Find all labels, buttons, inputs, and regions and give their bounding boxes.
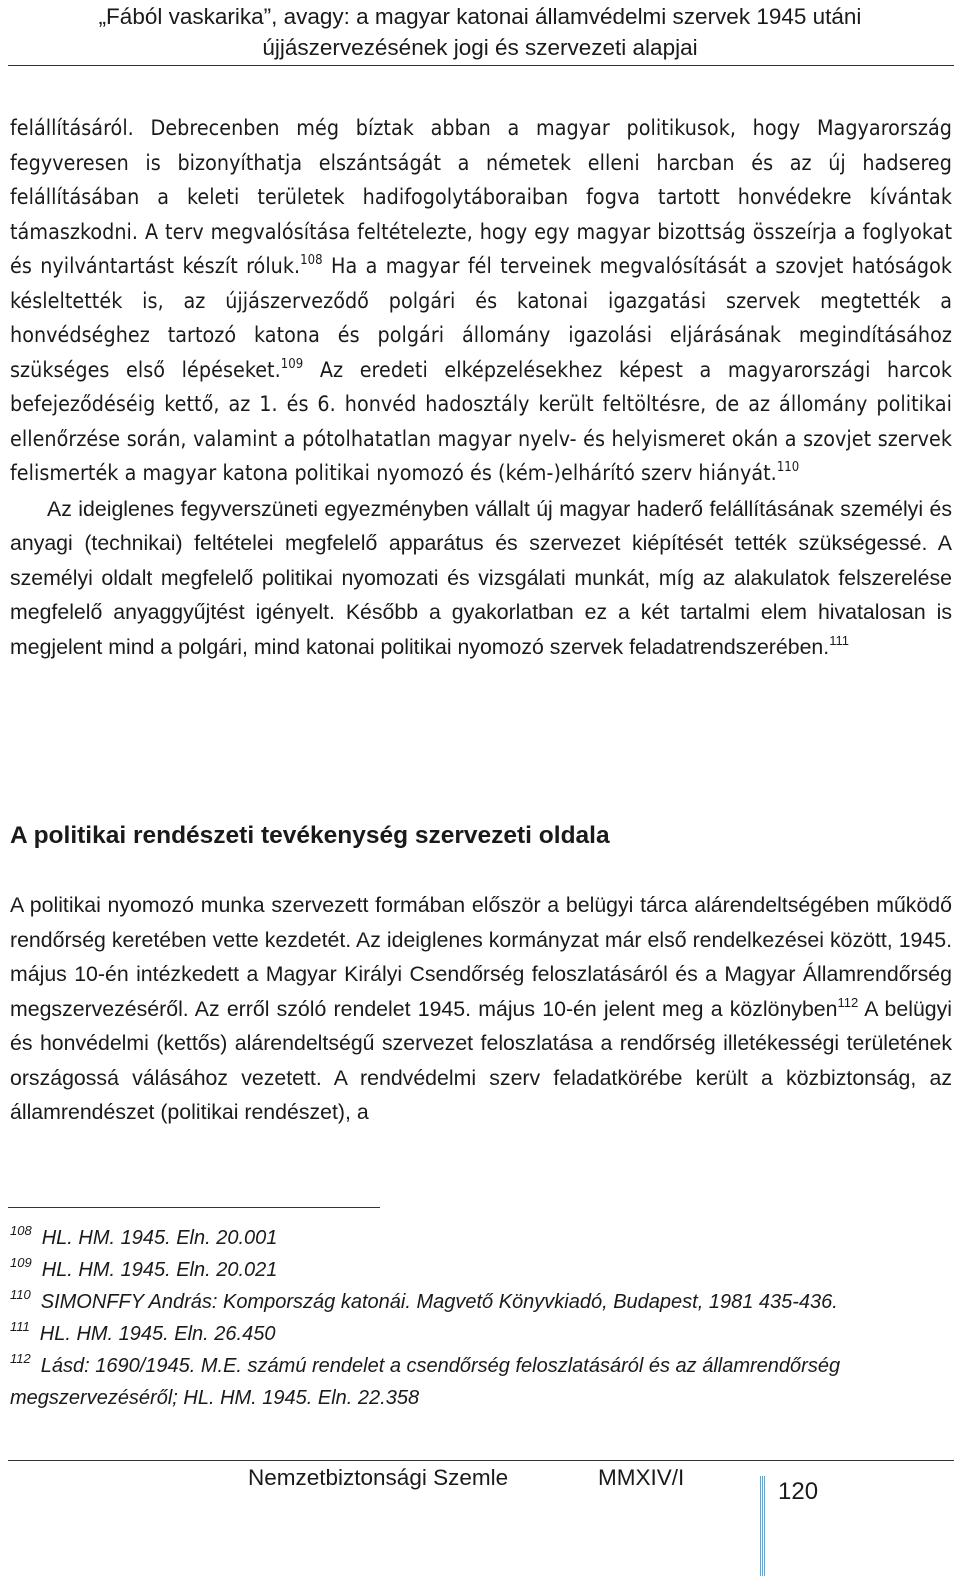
paragraph-2-text: Az ideiglenes fegyverszüneti egyezményben vállalt új magyar haderő felállításának személyi és anyagi (technikai) feltételei megfelelő apparátus és szervezet kiépítését tették szükségessé. A személyi oldalt megfelelő politikai nyomozati és vizsgálati munkát, míg az alakulatok felszerelése megfelelő anyaggyűjtést igényelt. Később a gyakorlatban ez a két tartalmi elem hivatalosan is megjelent mind a polgári, mind katonai politikai nyomozó szervek feladatrendszerében.	[10, 496, 952, 659]
footnote-ref-109[interactable]: 109	[280, 356, 304, 372]
journal-name: Nemzetbiztonsági Szemle	[248, 1465, 509, 1490]
running-header-line-1: „Fából vaskarika”, avagy: a magyar katonai államvédelmi szervek 1945 utáni	[98, 4, 862, 29]
running-header	[0, 0, 960, 63]
footnote-111	[10, 1318, 930, 1350]
footnote-ref-111[interactable]: 111	[829, 632, 849, 648]
footnote-110	[10, 1286, 930, 1318]
paragraph-1-part-a: felállításáról. Debrecenben még bíztak abban a magyar politikusok, hogy Magyarország fegyveresen is bizonyíthatja elszántságát a németek elleni harcban és az új hadsereg felállításában a keleti területek hadifogolytáboraiban fogva tartott honvédekre kívántak támaszkodni. A terv megvalósítása feltételezte, hogy egy magyar bizottság összeírja a foglyokat és nyilvántartást készít róluk.	[10, 116, 952, 279]
footnote-text: HL. HM. 1945. Eln. 20.021	[41, 1259, 278, 1281]
running-header-line-2: újjászervezésének jogi és szervezeti alapjai	[262, 35, 698, 60]
accent-bar	[760, 1476, 761, 1576]
accent-bar	[764, 1476, 765, 1576]
header-divider	[8, 65, 954, 66]
footnote-number: 112	[10, 1351, 31, 1366]
footer-divider	[8, 1460, 954, 1461]
footnote-ref-112[interactable]: 112	[837, 994, 859, 1010]
page-number-accent-bars	[760, 1476, 766, 1576]
paragraph-3-part-a: A politikai nyomozó munka szervezett formában először a belügyi tárca alárendeltségében működő rendőrség keretében vette kezdetét. Az ideiglenes kormányzat már első rendelkezései között, 1945. május 10-én intézkedett a Magyar Királyi Csendőrség feloszlatásáról és a Magyar Államrendőrség megszervezéséről. Az erről szóló rendelet 1945. május 10-én jelent meg a közlönyben	[10, 893, 952, 1021]
accent-bar	[762, 1476, 763, 1576]
paragraph-1-part-b: Ha a magyar fél terveinek megvalósítását a szovjet hatóságok késleltették is, az újjászerveződő polgári és katonai igazgatási szervek megtették a honvédséghez tartozó katona és polgári állomány igazolási eljárásának megindításához szükséges első lépéseket.	[10, 254, 952, 383]
paragraph-2	[10, 492, 952, 665]
journal-issue: MMXIV/I	[598, 1465, 685, 1490]
paragraph-3-part-b: A belügyi és honvédelmi (kettős) alárendeltségű szervezet feloszlatása a rendőrség illetékességi területének országossá válásához vezetett. A rendvédelmi szerv feladatkörébe került a közbiztonság, az államrendészet (politikai rendészet), a	[10, 996, 953, 1124]
footnote-ref-108[interactable]: 108	[300, 253, 323, 268]
footnote-number: 110	[10, 1287, 31, 1302]
paragraph-3	[10, 888, 952, 1130]
paragraph-1	[10, 112, 952, 492]
footnote-text: SIMONFFY András: Kompország katonái. Magvető Könyvkiadó, Budapest, 1981 435-436.	[40, 1291, 838, 1313]
footnote-divider	[8, 1207, 380, 1208]
footnote-number: 109	[10, 1255, 32, 1270]
body-text	[10, 112, 952, 664]
section-heading: A politikai rendészeti tevékenység szervezeti oldala	[10, 822, 610, 849]
footnotes	[10, 1222, 930, 1414]
footnote-number: 111	[10, 1319, 30, 1334]
footnote-108	[10, 1222, 930, 1254]
footnote-109	[10, 1254, 930, 1286]
page-number: 120	[778, 1478, 819, 1505]
footnote-ref-110[interactable]: 110	[776, 460, 800, 475]
footnote-text: HL. HM. 1945. Eln. 26.450	[39, 1323, 276, 1345]
paragraph-1-part-c: Az eredeti elképzelésekhez képest a magyarországi harcok befejeződéséig kettő, az 1. és 6. honvéd hadosztály került feltöltésre, de az állomány politikai ellenőrzése során, valamint a pótolhatatlan magyar nyelv- és helyismeret okán a szovjet szervek felismerték a magyar katona politikai nyomozó és (kém-)elhárító szerv hiányát.	[10, 357, 952, 486]
section-body	[10, 888, 952, 1130]
footnote-text: HL. HM. 1945. Eln. 20.001	[41, 1227, 278, 1249]
footnote-number: 108	[10, 1223, 32, 1238]
footnote-112	[10, 1350, 930, 1414]
footnote-text: Lásd: 1690/1945. M.E. számú rendelet a csendőrség feloszlatásáról és az államrendőrség megszervezéséről; HL. HM. 1945. Eln. 22.358	[10, 1355, 841, 1409]
